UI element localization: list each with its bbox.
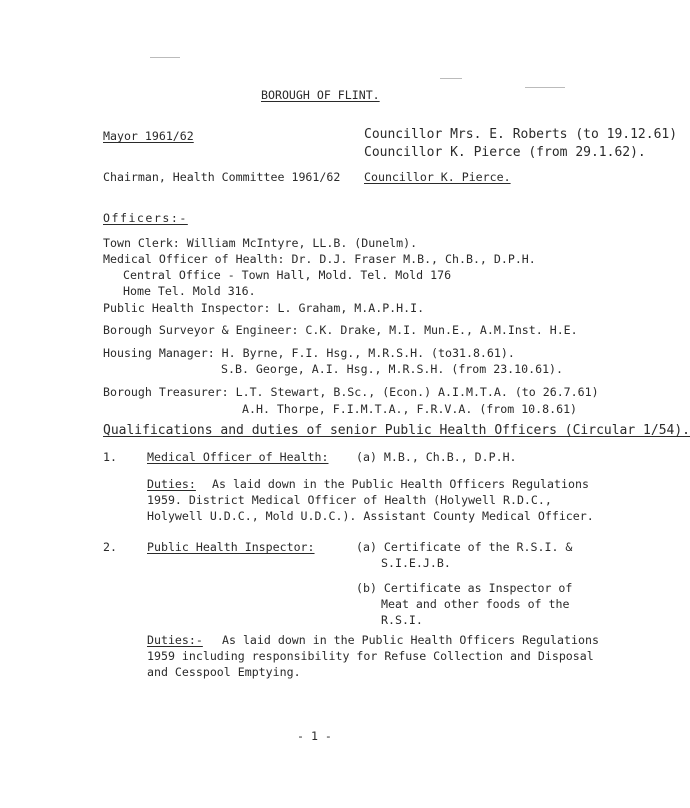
moh-line-2: Central Office - Town Hall, Mold. Tel. Mold 176 (123, 268, 452, 282)
treasurer-line-1: Borough Treasurer: L.T. Stewart, B.Sc., (Econ.) A.I.M.T.A. (to 26.7.61) (103, 385, 599, 399)
qualifications-heading: Qualifications and duties of senior Public Health Officers (Circular 1/54). (103, 423, 690, 438)
item-1-number: 1. (103, 450, 117, 464)
scan-speck (525, 87, 565, 88)
moh-line-3: Home Tel. Mold 316. (123, 284, 256, 298)
item-2-qual-b-line-2: Meat and other foods of the (381, 597, 570, 611)
surveyor-line: Borough Surveyor & Engineer: C.K. Drake, M.I. Mun.E., A.M.Inst. H.E. (103, 323, 578, 337)
item-2-duties-line-3: and Cesspool Emptying. (147, 665, 301, 679)
scan-speck (150, 57, 180, 58)
item-2-qual-a-line-2: S.I.E.J.B. (381, 556, 451, 570)
item-2-qual-b-line-1: (b) Certificate as Inspector of (356, 581, 573, 595)
officers-heading: Officers:- (103, 211, 188, 225)
phi-line: Public Health Inspector: L. Graham, M.A.P.H.I. (103, 301, 425, 315)
treasurer-line-2: A.H. Thorpe, F.I.M.T.A., F.R.V.A. (from 10.8.61) (242, 402, 578, 416)
item-2-duties-label: Duties:- (147, 633, 203, 647)
moh-line-1: Medical Officer of Health: Dr. D.J. Fraser M.B., Ch.B., D.P.H. (103, 252, 536, 266)
chairman-value: Councillor K. Pierce. (364, 170, 511, 184)
item-2-duties-line-2: 1959 including responsibility for Refuse Collection and Disposal (147, 649, 594, 663)
item-2-number: 2. (103, 540, 117, 554)
mayor-line-2: Councillor K. Pierce (from 29.1.62). (364, 145, 646, 160)
item-1-duties-line-3: Holywell U.D.C., Mold U.D.C.). Assistant County Medical Officer. (147, 509, 594, 523)
item-2-duties-line-1: As laid down in the Public Health Officers Regulations (222, 633, 599, 647)
item-1-duties-line-1: As laid down in the Public Health Officers Regulations (212, 477, 589, 491)
item-1-title: Medical Officer of Health: (147, 450, 329, 464)
item-1-duties-label: Duties: (147, 477, 196, 491)
item-2-title: Public Health Inspector: (147, 540, 315, 554)
mayor-line-1: Councillor Mrs. E. Roberts (to 19.12.61) (364, 127, 678, 142)
item-2-qual-b-line-3: R.S.I. (381, 613, 423, 627)
scan-speck (440, 78, 462, 79)
mayor-label: Mayor 1961/62 (103, 129, 194, 143)
item-1-duties-line-2: 1959. District Medical Officer of Health (Holywell R.D.C., (147, 493, 552, 507)
town-clerk: Town Clerk: William McIntyre, LL.B. (Dunelm). (103, 236, 418, 250)
housing-line-1: Housing Manager: H. Byrne, F.I. Hsg., M.R.S.H. (to31.8.61). (103, 346, 515, 360)
housing-line-2: S.B. George, A.I. Hsg., M.R.S.H. (from 23.10.61). (221, 362, 564, 376)
page-number: - 1 - (297, 729, 332, 743)
chairman-label: Chairman, Health Committee 1961/62 (103, 170, 341, 184)
page-title: BOROUGH OF FLINT. (261, 88, 380, 102)
item-2-qual-a-line-1: (a) Certificate of the R.S.I. & (356, 540, 573, 554)
item-1-qual-a: (a) M.B., Ch.B., D.P.H. (356, 450, 517, 464)
